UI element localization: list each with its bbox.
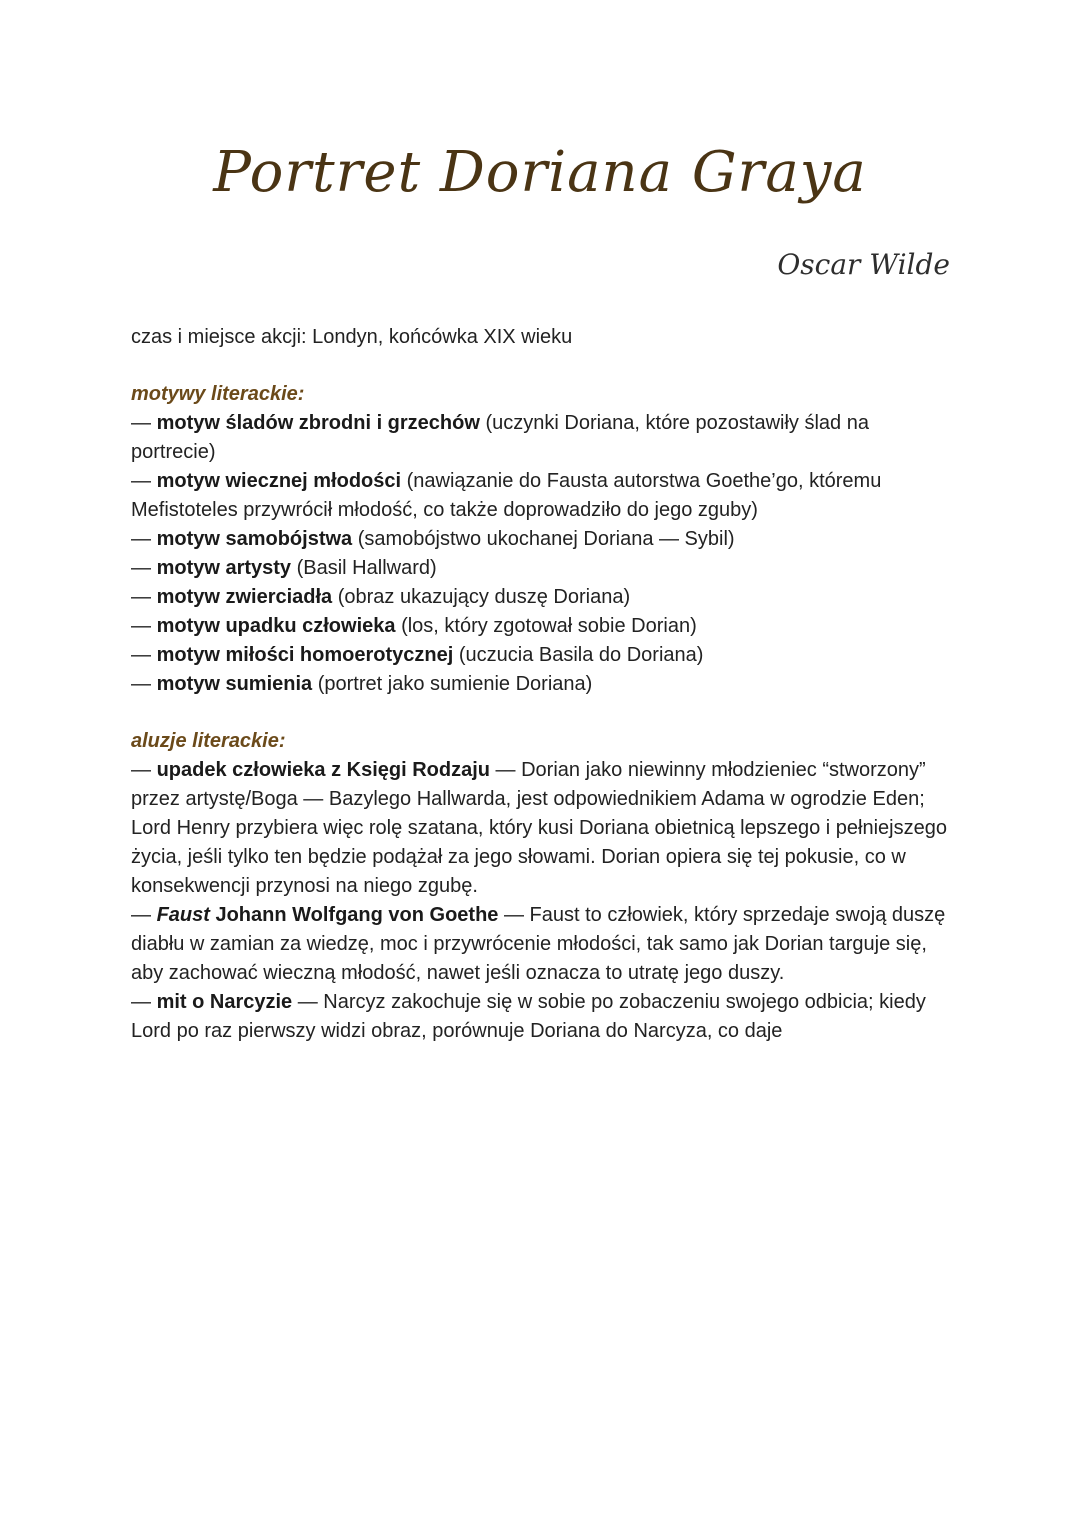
motif-dash: —: [131, 615, 157, 637]
allusion-dash: —: [131, 904, 157, 926]
motif-dash: —: [131, 644, 157, 666]
allusion-name: upadek człowieka z Księgi Rodzaju: [156, 759, 490, 781]
motif-dash: —: [131, 412, 157, 434]
allusion-desc: — Dorian jako niewinny młodzieniec “stworzony” przez artystę/Boga — Bazylego Hallwarda, jest odpowiednikiem Adama w ogrodzie Eden; Lord Henry przybiera więc rolę szatana, który kusi Doriana obietnicą lepszego i pełniejszego życia, jeśli tylko ten będzie podążał za jego słowami. Dorian opiera się tej pokusie, co w konsekwencji przynosi na niego zgubę.: [131, 759, 947, 897]
page-title: Portret Doriana Graya: [213, 140, 867, 205]
motif-item: [131, 554, 951, 583]
motif-item: [131, 641, 951, 670]
allusion-desc: — Faust to człowiek, który sprzedaje swoją duszę diabłu w zamian za wiedzę, moc i przywrócenie młodości, tak samo jak Dorian targuje się, aby zachować wieczną młodość, nawet jeśli oznacza to utratę jego duszy.: [131, 904, 946, 984]
motif-item: [131, 670, 951, 699]
motif-name: motyw upadku człowieka: [156, 615, 396, 637]
motif-name: motyw miłości homoerotycznej: [156, 644, 454, 666]
motif-desc: (samobójstwo ukochanej Doriana — Sybil): [352, 528, 735, 550]
motif-name: motyw śladów zbrodni i grzechów: [156, 412, 480, 434]
motif-item: [131, 612, 951, 641]
allusion-dash: —: [131, 991, 157, 1013]
allusion-item: [131, 756, 951, 901]
motif-dash: —: [131, 557, 157, 579]
allusion-name: Johann Wolfgang von Goethe: [209, 904, 499, 926]
motif-dash: —: [131, 528, 157, 550]
motif-desc: (uczynki Doriana, które pozostawiły ślad na portrecie): [131, 412, 869, 463]
motifs-list: [131, 409, 951, 699]
motif-desc: (uczucia Basila do Doriana): [453, 644, 704, 666]
motifs-heading: motywy literackie:: [131, 383, 305, 405]
motif-item: [131, 583, 951, 612]
motif-name: motyw wiecznej młodości: [156, 470, 402, 492]
motif-desc: (nawiązanie do Fausta autorstwa Goethe’go, któremu Mefistoteles przywrócił młodość, co także doprowadziło do jego zguby): [131, 470, 882, 521]
motif-desc: (obraz ukazujący duszę Doriana): [332, 586, 631, 608]
motif-name: motyw artysty: [156, 557, 292, 579]
setting-line: czas i miejsce akcji: Londyn, końcówka XIX wieku: [131, 326, 573, 348]
allusions-heading: aluzje literackie:: [131, 730, 286, 752]
allusion-item: [131, 988, 951, 1046]
motif-desc: (Basil Hallward): [291, 557, 437, 579]
allusion-item: [131, 901, 951, 988]
allusion-desc: — Narcyz zakochuje się w sobie po zobaczeniu swojego odbicia; kiedy Lord po raz pierwszy widzi obraz, porównuje Doriana do Narcyza, co daje: [131, 991, 926, 1042]
document-body: [131, 323, 951, 1046]
author-name: Oscar Wilde: [777, 248, 950, 281]
motif-dash: —: [131, 673, 157, 695]
allusion-dash: —: [131, 759, 157, 781]
motif-desc: (los, który zgotował sobie Dorian): [395, 615, 697, 637]
allusions-list: [131, 756, 951, 1046]
motif-dash: —: [131, 586, 157, 608]
motif-name: motyw samobójstwa: [156, 528, 353, 550]
motif-item: [131, 467, 951, 525]
motif-desc: (portret jako sumienie Doriana): [312, 673, 593, 695]
motif-item: [131, 409, 951, 467]
allusion-name: mit o Narcyzie: [156, 991, 293, 1013]
allusion-work-title: Faust: [156, 904, 210, 926]
motif-item: [131, 525, 951, 554]
motif-name: motyw sumienia: [156, 673, 313, 695]
motif-dash: —: [131, 470, 157, 492]
motif-name: motyw zwierciadła: [156, 586, 333, 608]
